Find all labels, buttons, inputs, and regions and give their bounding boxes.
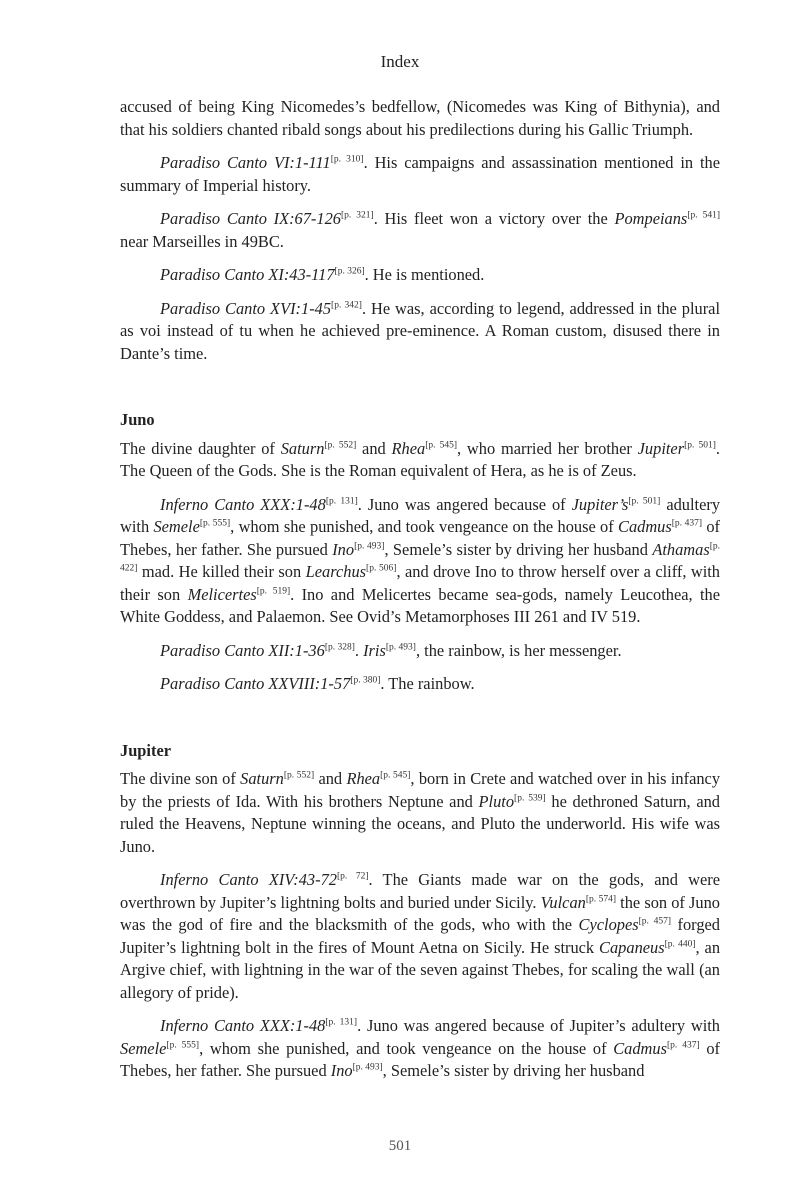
page-reference-link[interactable]: [p. 506] xyxy=(366,563,397,574)
entry-paragraph xyxy=(120,640,720,663)
entry-paragraph xyxy=(120,869,720,1004)
body-text: accused of being King Nicomedes’s bedfellow, (Nicomedes was King of Bithynia), and that his soldiers chanted ribald songs about his predilections during his Gallic Triumph. xyxy=(120,97,720,139)
body-text: , whom she punished, and took vengeance on the house of xyxy=(199,1038,614,1058)
page-reference-link[interactable]: [p. 555] xyxy=(166,1040,200,1051)
page-reference-link[interactable]: [p. 541] xyxy=(687,210,721,221)
entry-heading: Juno xyxy=(120,410,155,429)
page-reference-link[interactable]: [p. 539] xyxy=(514,793,546,804)
body-text: , the rainbow, is her messenger. xyxy=(415,640,622,660)
index-content xyxy=(120,96,720,1083)
page-number: 501 xyxy=(388,1138,412,1154)
body-text: . Juno was angered because of xyxy=(357,494,572,514)
body-text: , an Argive chief, with lightning in the war of the seven against Thebes, for scaling the wall (an allegory of pride). xyxy=(120,937,721,1002)
page-reference-link[interactable]: [p. 380] xyxy=(350,675,381,686)
running-head: Index xyxy=(380,52,420,71)
canto-reference: Inferno Canto XXX:1-48 xyxy=(160,1016,326,1035)
page-reference-link[interactable]: [p. 574] xyxy=(585,894,616,905)
canto-reference: Pluto xyxy=(478,791,515,811)
canto-reference: Jupiter’s xyxy=(571,494,629,514)
body-text: . xyxy=(354,640,364,660)
page-reference-link[interactable]: [p. 545] xyxy=(380,770,411,781)
canto-reference: Paradiso Canto XI:43-117 xyxy=(160,265,335,284)
canto-reference: Ino xyxy=(330,1061,353,1080)
page-reference-link[interactable]: [p. 519] xyxy=(256,586,291,597)
page-reference-link[interactable]: [p. 457] xyxy=(638,916,672,927)
page-reference-link[interactable]: [p. 440] xyxy=(664,939,696,950)
page-reference-link[interactable]: [p. 131] xyxy=(325,1017,358,1028)
body-text: . His fleet won a victory over the xyxy=(373,209,615,228)
page-reference-link[interactable]: [p. 72] xyxy=(336,871,369,882)
canto-reference: Paradiso Canto XVI:1-45 xyxy=(160,298,332,318)
page-reference-link[interactable]: [p. 422] xyxy=(120,541,721,574)
canto-reference: Paradiso Canto IX:67-126 xyxy=(160,209,341,228)
entry-paragraph xyxy=(120,438,720,483)
body-text: , and drove Ino to throw herself over a cliff, with their son xyxy=(120,562,720,604)
entry-heading: Jupiter xyxy=(120,740,171,760)
body-text: . His campaigns and assassination mentioned in the summary of Imperial history. xyxy=(120,153,721,195)
canto-reference: Iris xyxy=(363,640,386,660)
body-text: of Thebes, her father. She pursued xyxy=(120,517,721,559)
entry-paragraph xyxy=(120,768,720,858)
entry-paragraph xyxy=(120,264,720,287)
index-entry xyxy=(120,740,720,1083)
canto-reference: Cyclopes xyxy=(578,915,639,934)
body-text: and xyxy=(356,438,392,458)
canto-reference: Athamas xyxy=(652,539,710,559)
page-reference-link[interactable]: [p. 321] xyxy=(340,210,374,221)
canto-reference: Vulcan xyxy=(540,892,586,912)
canto-reference: Saturn xyxy=(240,769,284,788)
canto-reference: Paradiso Canto XII:1-36 xyxy=(160,640,325,660)
canto-reference: Ino xyxy=(332,539,355,559)
body-text: The divine daughter of xyxy=(120,438,281,458)
page-reference-link[interactable]: [p. 493] xyxy=(352,1062,383,1073)
body-text: mad. He killed their son xyxy=(137,562,306,581)
entry-paragraph xyxy=(120,96,720,141)
canto-reference: Saturn xyxy=(280,438,325,458)
page-reference-link[interactable]: [p. 342] xyxy=(331,300,362,311)
body-text: . The rainbow. xyxy=(380,674,475,693)
canto-reference: Pompeians xyxy=(614,209,688,228)
body-text: , Semele’s sister by driving her husband xyxy=(382,1061,645,1080)
body-text: he dethroned Saturn, and ruled the Heavens, Neptune winning the oceans, and Pluto the underworld. His wife was Juno. xyxy=(120,791,720,856)
page-reference-link[interactable]: [p. 501] xyxy=(684,440,716,451)
body-text: The divine son of xyxy=(120,769,241,788)
page-reference-link[interactable]: [p. 326] xyxy=(334,266,365,277)
canto-reference: Inferno Canto XIV:43-72 xyxy=(160,870,337,889)
entry-paragraph xyxy=(120,1015,720,1083)
canto-reference: Rhea xyxy=(391,438,426,458)
page-reference-link[interactable]: [p. 493] xyxy=(385,642,416,653)
canto-reference: Paradiso Canto VI:1-111 xyxy=(160,153,331,172)
body-text: forged Jupiter’s lightning bolt in the fires of Mount Aetna on Sicily. He struck xyxy=(120,915,720,957)
body-text: adultery with xyxy=(120,494,721,536)
index-entry xyxy=(120,409,720,696)
canto-reference: Semele xyxy=(153,517,200,536)
index-entry xyxy=(120,96,720,365)
canto-reference: Semele xyxy=(120,1038,167,1058)
body-text: . He is mentioned. xyxy=(364,265,485,284)
page-reference-link[interactable]: [p. 131] xyxy=(325,496,358,507)
page-reference-link[interactable]: [p. 437] xyxy=(666,1040,700,1051)
page-reference-link[interactable]: [p. 328] xyxy=(324,642,355,653)
body-text: . The Queen of the Gods. She is the Roman equivalent of Hera, as he is of Zeus. xyxy=(120,438,720,480)
page-reference-link[interactable]: [p. 501] xyxy=(628,496,661,507)
page-reference-link[interactable]: [p. 493] xyxy=(354,541,385,552)
body-text: , whom she punished, and took vengeance on the house of xyxy=(230,517,619,536)
body-text: near Marseilles in 49BC. xyxy=(120,231,284,251)
entry-paragraph xyxy=(120,673,720,696)
body-text: , born in Crete and watched over in his infancy by the priests of Ida. With his brothers Neptune and xyxy=(120,769,721,811)
page-reference-link[interactable]: [p. 552] xyxy=(324,440,357,451)
canto-reference: Paradiso Canto XXVIII:1-57 xyxy=(160,674,351,693)
canto-reference: Cadmus xyxy=(618,517,672,536)
canto-reference: Melicertes xyxy=(187,584,257,604)
entry-paragraph xyxy=(120,298,720,366)
canto-reference: Cadmus xyxy=(613,1038,667,1058)
body-text: of Thebes, her father. She pursued xyxy=(120,1038,721,1080)
page-reference-link[interactable]: [p. 437] xyxy=(671,518,703,529)
entry-paragraph xyxy=(120,494,720,629)
body-text: . The Giants made war on the gods, and were overthrown by Jupiter’s lightning bolts and buried under Sicily. xyxy=(120,870,721,912)
body-text: and xyxy=(314,769,347,788)
entry-paragraph xyxy=(120,152,720,197)
body-text: . Ino and Melicertes became sea-gods, namely Leucothea, the White Goddess, and Palaemon. See Ovid’s Metamorphoses III 261 and IV 519. xyxy=(120,584,720,626)
canto-reference: Rhea xyxy=(346,769,381,788)
canto-reference: Capaneus xyxy=(599,937,665,957)
body-text: , who married her brother xyxy=(457,438,638,458)
page-reference-link[interactable]: [p. 310] xyxy=(330,154,364,165)
body-text: . Juno was angered because of Jupiter’s adultery with xyxy=(357,1016,721,1035)
page-reference-link[interactable]: [p. 545] xyxy=(425,440,458,451)
page-reference-link[interactable]: [p. 555] xyxy=(199,518,231,529)
canto-reference: Jupiter xyxy=(637,438,685,458)
canto-reference: Inferno Canto XXX:1-48 xyxy=(160,494,326,514)
entry-paragraph xyxy=(120,208,720,253)
body-text: the son of Juno was the god of fire and the blacksmith of the gods, who with the xyxy=(120,892,721,934)
body-text: , Semele’s sister by driving her husband xyxy=(384,539,653,559)
page-reference-link[interactable]: [p. 552] xyxy=(283,770,315,781)
body-text: . He was, according to legend, addressed in the plural as voi instead of tu when he achieved pre-eminence. A Roman custom, disused there in Dante’s time. xyxy=(120,298,721,363)
canto-reference: Learchus xyxy=(305,562,367,581)
